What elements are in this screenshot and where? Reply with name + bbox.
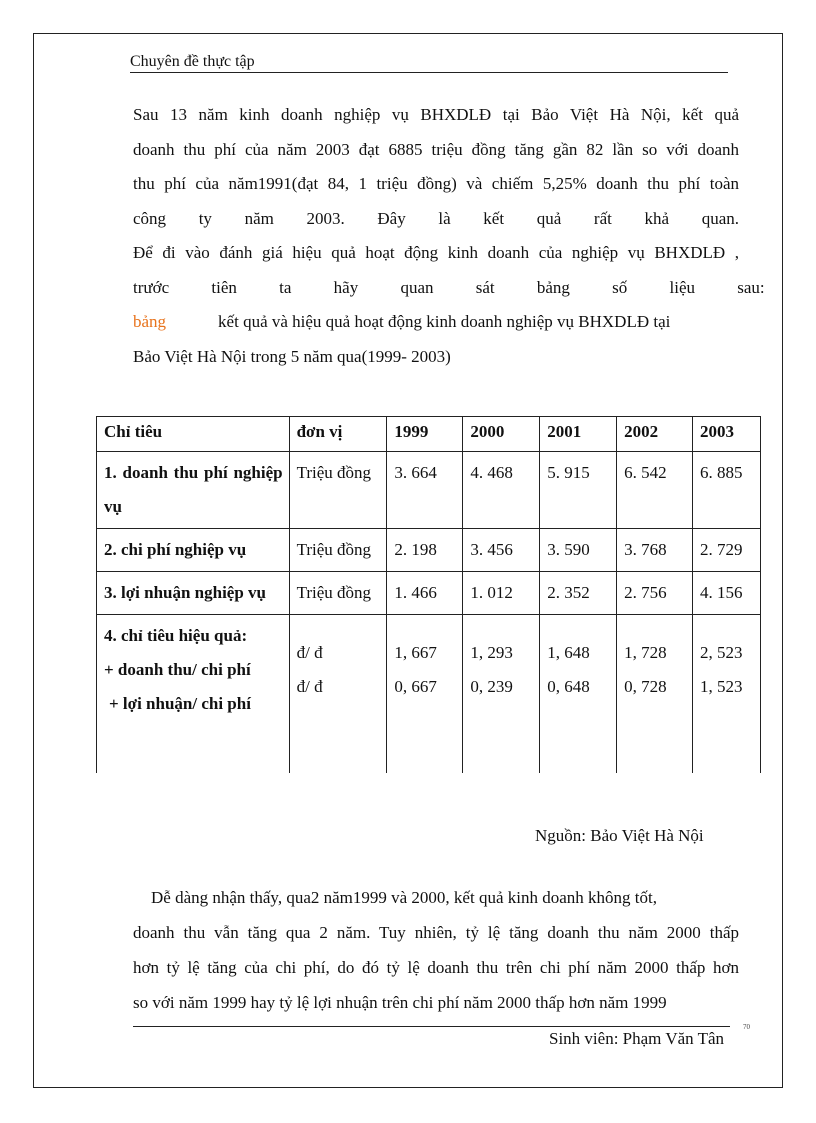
col-header: 2002	[617, 417, 693, 452]
cell-value: 2. 198	[387, 529, 463, 572]
cell-value	[387, 615, 463, 774]
table-row	[97, 452, 761, 529]
footer-divider	[133, 1026, 730, 1027]
ratio-value: 0, 648	[547, 677, 590, 696]
ratio-value: 1, 523	[700, 677, 743, 696]
table-caption	[133, 305, 739, 340]
ratio-value: 0, 239	[470, 677, 513, 696]
row-label-title: 4. chỉ tiêu hiệu quả:	[104, 626, 248, 645]
table-caption-line2: Bảo Việt Hà Nội trong 5 năm qua(1999- 2003)	[133, 346, 451, 366]
intro-line: trước tiên ta hãy quan sát bảng số liệu sau:	[133, 277, 765, 297]
row-unit: Triệu đồng	[289, 529, 387, 572]
table-row	[97, 615, 761, 774]
intro-line: Sau 13 năm kinh doanh nghiệp vụ BHXDLĐ tại Bảo Việt Hà Nội, kết quả	[133, 105, 739, 124]
cell-value	[540, 615, 617, 774]
analysis-line: doanh thu vẫn tăng qua 2 năm. Tuy nhiên, tỷ lệ tăng doanh thu năm 2000 thấp	[133, 923, 739, 942]
caption-text: kết quả và hiệu quả hoạt động kinh doanh nghiệp vụ BHXDLĐ tại	[218, 312, 671, 331]
unit-value: đ/ đ	[296, 677, 323, 696]
cell-value: 2. 352	[540, 572, 617, 615]
row-label: 3. lợi nhuận nghiệp vụ	[97, 572, 290, 615]
ratio-value: 1, 667	[394, 643, 437, 662]
cell-value	[463, 615, 540, 774]
cell-value: 1. 012	[463, 572, 540, 615]
intro-line: công ty năm 2003. Đây là kết quả rất khả quan.	[133, 208, 739, 228]
cell-value: 3. 664	[387, 452, 463, 529]
analysis-paragraph	[133, 880, 739, 1020]
row-label-sub: + lợi nhuận/ chi phí	[109, 694, 251, 713]
row-label	[97, 615, 290, 774]
col-header: 1999	[387, 417, 463, 452]
table-header-row	[97, 417, 761, 452]
ratio-value: 0, 667	[394, 677, 437, 696]
ratio-value: 1, 648	[547, 643, 590, 662]
ratio-value: 1, 293	[470, 643, 513, 662]
caption-highlight: bảng	[133, 312, 167, 331]
cell-value: 1. 466	[387, 572, 463, 615]
col-header: đơn vị	[289, 417, 387, 452]
row-label-sub: + doanh thu/ chi phí	[104, 660, 251, 679]
col-header: 2001	[540, 417, 617, 452]
cell-value	[693, 615, 761, 774]
cell-value: 3. 768	[617, 529, 693, 572]
ratio-value: 0, 728	[624, 677, 667, 696]
intro-line: Để đi vào đánh giá hiệu quả hoạt động kinh doanh của nghiệp vụ BHXDLĐ ,	[133, 243, 739, 262]
page-number: 70	[743, 1023, 750, 1031]
analysis-line: Dễ dàng nhận thấy, qua2 năm1999 và 2000, kết quả kinh doanh không tốt,	[151, 888, 657, 907]
ratio-value: 2, 523	[700, 643, 743, 662]
analysis-line: so với năm 1999 hay tỷ lệ lợi nhuận trên chi phí năm 2000 thấp hơn năm 1999	[133, 993, 667, 1012]
cell-value: 5. 915	[540, 452, 617, 529]
cell-value: 3. 456	[463, 529, 540, 572]
footer-student: Sinh viên: Phạm Văn Tân	[549, 1029, 725, 1048]
cell-value: 3. 590	[540, 529, 617, 572]
cell-value: 2. 756	[617, 572, 693, 615]
cell-value: 4. 468	[463, 452, 540, 529]
cell-value: 2. 729	[693, 529, 761, 572]
col-header: 2000	[463, 417, 540, 452]
col-header: Chỉ tiêu	[97, 417, 290, 452]
row-unit: Triệu đồng	[289, 572, 387, 615]
cell-value: 4. 156	[693, 572, 761, 615]
col-header: 2003	[693, 417, 761, 452]
analysis-line: hơn tỷ lệ tăng của chi phí, do đó tỷ lệ doanh thu trên chi phí năm 2000 thấp hơn	[133, 958, 739, 977]
ratio-value: 1, 728	[624, 643, 667, 662]
table-source: Nguồn: Bảo Việt Hà Nội	[535, 826, 704, 845]
row-label: 2. chi phí nghiệp vụ	[97, 529, 290, 572]
intro-line: doanh thu phí của năm 2003 đạt 6885 triệu đồng tăng gần 82 lần so với doanh	[133, 139, 739, 159]
row-label: 1. doanh thu phí nghiệp vụ	[97, 452, 290, 529]
table-row	[97, 529, 761, 572]
table-row	[97, 572, 761, 615]
intro-line: thu phí của năm1991(đạt 84, 1 triệu đồng) và chiếm 5,25% doanh thu phí toàn	[133, 174, 739, 193]
cell-value	[617, 615, 693, 774]
row-unit: Triệu đồng	[289, 452, 387, 529]
intro-paragraph	[133, 98, 765, 374]
cell-value: 6. 542	[617, 452, 693, 529]
row-unit	[289, 615, 387, 774]
page-header: Chuyên đề thực tập	[130, 52, 728, 73]
unit-value: đ/ đ	[296, 643, 323, 662]
results-table	[96, 416, 761, 773]
cell-value: 6. 885	[693, 452, 761, 529]
